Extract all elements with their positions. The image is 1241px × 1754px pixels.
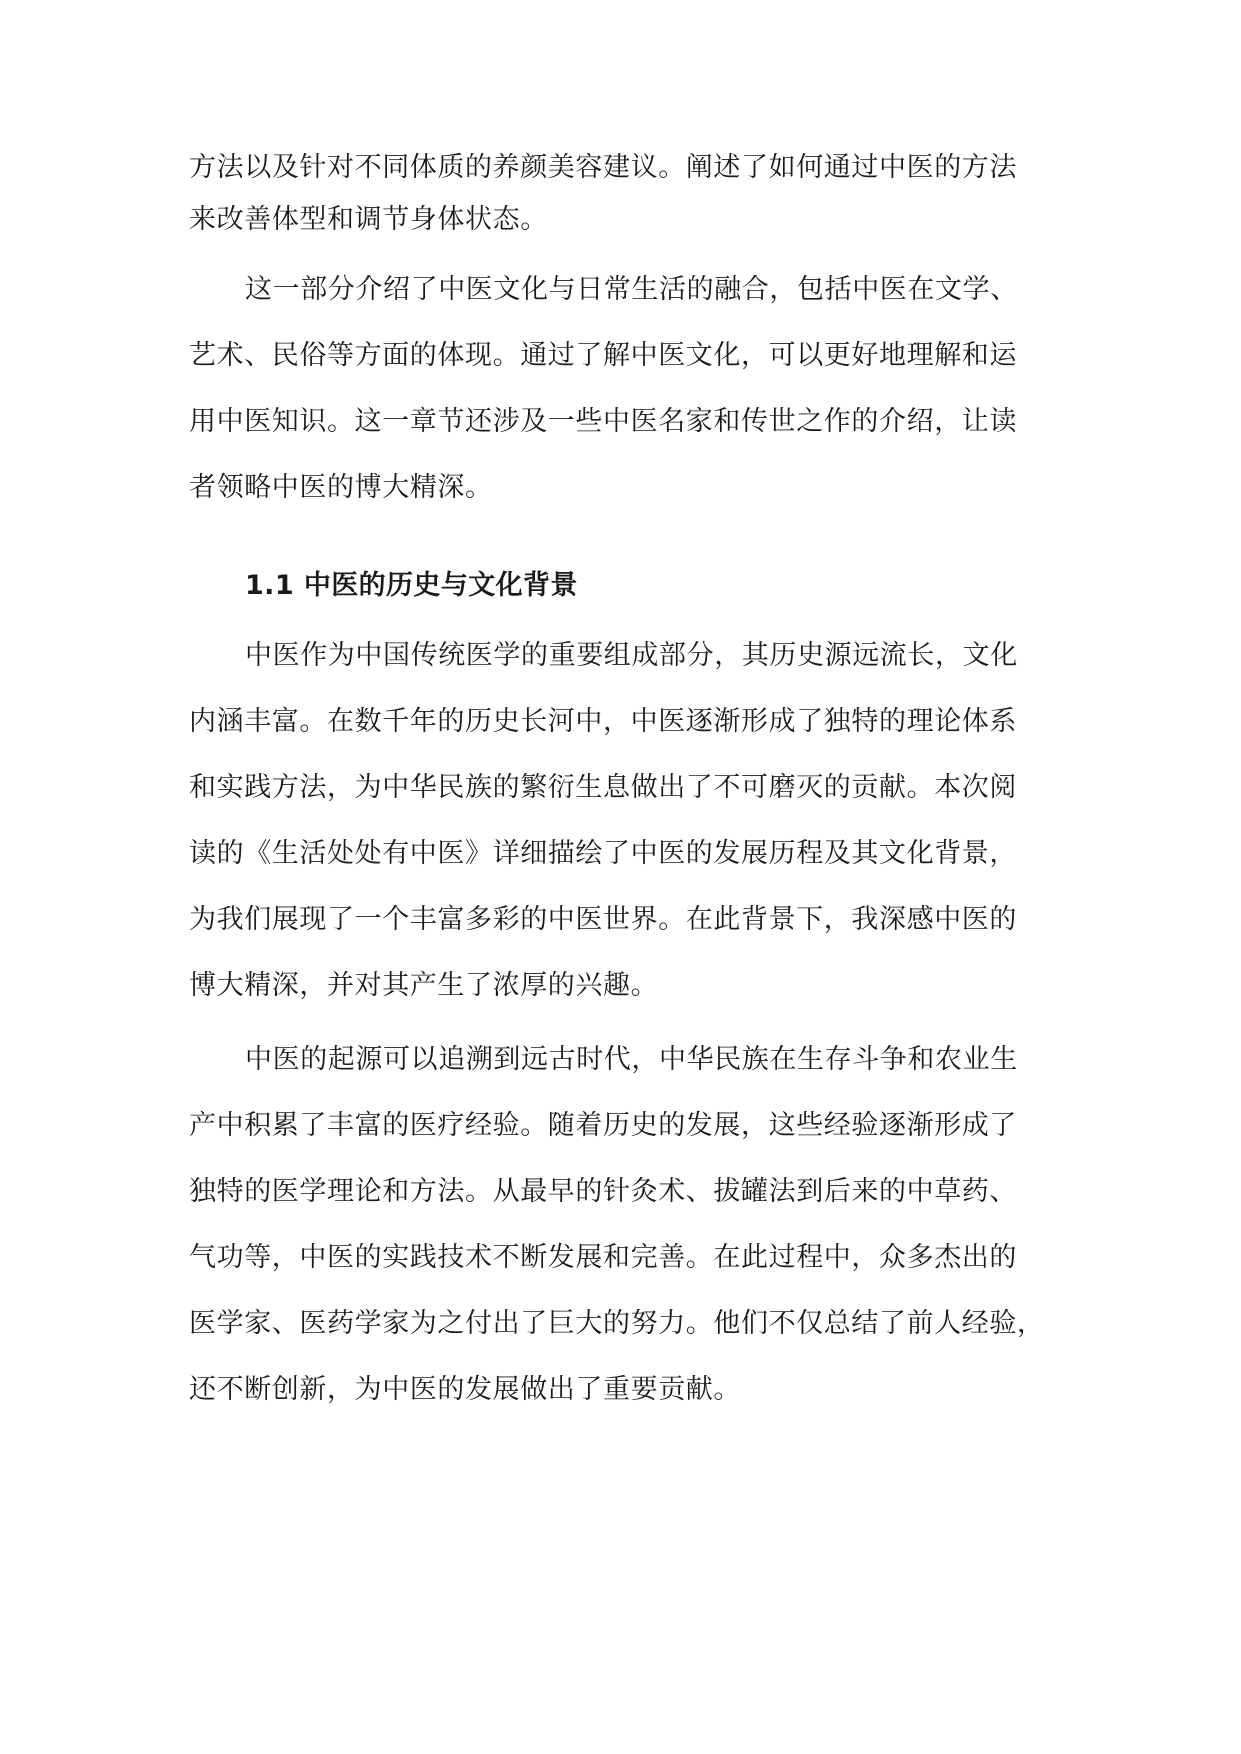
section-paragraph-1-line-6: 博大精深，并对其产生了浓厚的兴趣。 [189,970,659,1001]
paragraph-2-line-4: 者领略中医的博大精深。 [189,472,493,503]
paragraph-1-line-2: 来改善体型和调节身体状态。 [189,204,548,235]
section-heading: 1.1 中医的历史与文化背景 [245,570,578,601]
section-paragraph-2-line-3: 独特的医学理论和方法。从最早的针灸术、拔罐法到后来的中草药、 [189,1176,1017,1207]
section-paragraph-1-line-3: 和实践方法，为中华民族的繁衍生息做出了不可磨灭的贡献。本次阅 [189,772,1017,803]
section-paragraph-2-line-6: 还不断创新，为中医的发展做出了重要贡献。 [189,1374,741,1405]
paragraph-2-line-1: 这一部分介绍了中医文化与日常生活的融合，包括中医在文学、 [245,274,1018,305]
section-paragraph-1-line-5: 为我们展现了一个丰富多彩的中医世界。在此背景下，我深感中医的 [189,904,1017,935]
section-paragraph-2-line-1: 中医的起源可以追溯到远古时代，中华民族在生存斗争和农业生 [245,1044,1018,1075]
section-paragraph-1-line-4: 读的《生活处处有中医》详细描绘了中医的发展历程及其文化背景， [189,838,1017,869]
section-paragraph-1-line-2: 内涵丰富。在数千年的历史长河中，中医逐渐形成了独特的理论体系 [189,706,1017,737]
paragraph-2-line-2: 艺术、民俗等方面的体现。通过了解中医文化，可以更好地理解和运 [189,340,1017,371]
section-paragraph-2-line-5: 医学家、医药学家为之付出了巨大的努力。他们不仅总结了前人经验， [189,1308,1045,1339]
section-paragraph-2-line-2: 产中积累了丰富的医疗经验。随着历史的发展，这些经验逐渐形成了 [189,1110,1017,1141]
section-paragraph-1-line-1: 中医作为中国传统医学的重要组成部分，其历史源远流长，文化 [245,640,1018,671]
section-paragraph-2-line-4: 气功等，中医的实践技术不断发展和完善。在此过程中，众多杰出的 [189,1242,1017,1273]
paragraph-1-line-1: 方法以及针对不同体质的养颜美容建议。阐述了如何通过中医的方法 [189,152,1017,183]
paragraph-2-line-3: 用中医知识。这一章节还涉及一些中医名家和传世之作的介绍，让读 [189,406,1017,437]
